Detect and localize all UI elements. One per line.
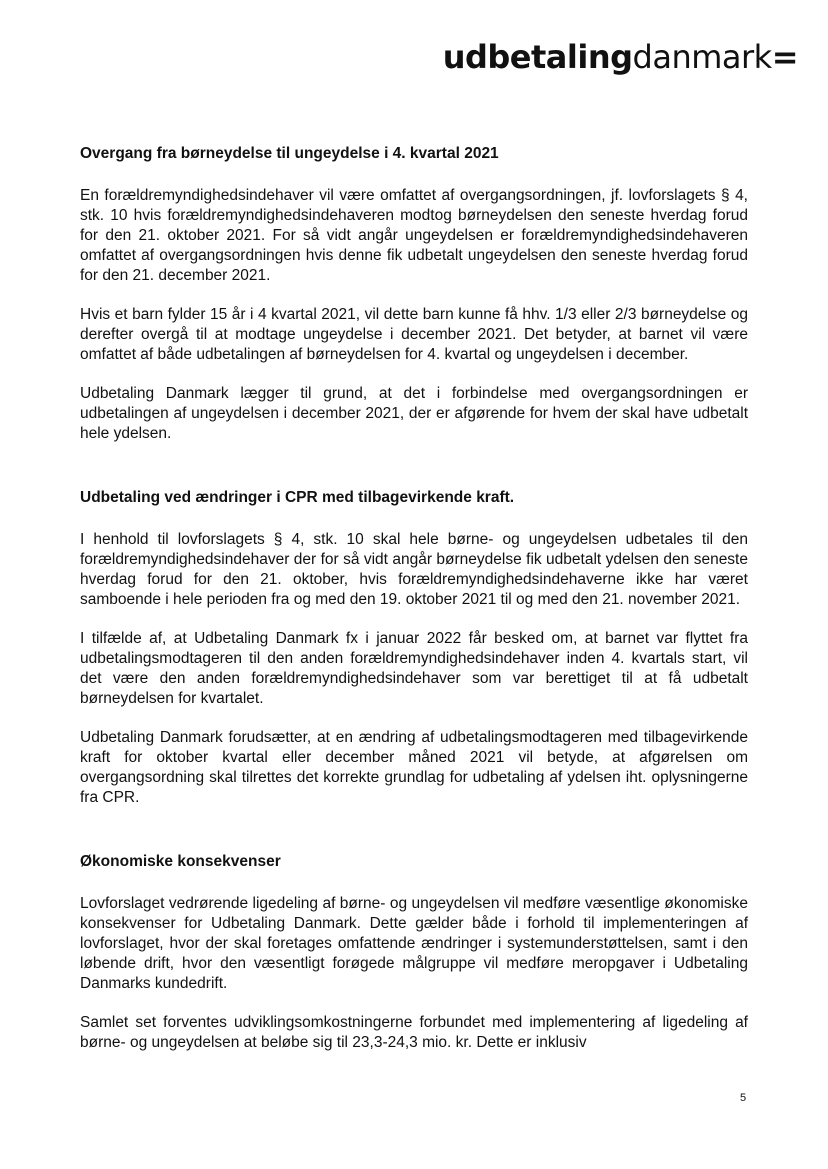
- paragraph: I henhold til lovforslagets § 4, stk. 10 skal hele børne- og ungeydelsen udbetales til den forældremyndighedsindehaver der for så vidt angår børneydelse fik udbetalt ydelsen den seneste hverdag forud for den 21. oktober, hvis forældremyndighedsindehaverne ikke har været samboende i hele perioden fra og med den 19. oktober 2021 til og med den 21. november 2021.: [80, 531, 748, 608]
- logo-bold-text: udbetaling: [442, 38, 633, 76]
- section-oekonomiske-konsekvenser: [80, 852, 748, 1053]
- paragraph: Udbetaling Danmark forudsætter, at en ændring af udbetalingsmodtageren med tilbagevirkende kraft for oktober kvartal eller december måned 2021 vil betyde, at afgørelsen om overgangsordning skal tilrettes det korrekte grundlag for udbetaling af ydelsen iht. oplysningerne fra CPR.: [80, 729, 748, 806]
- logo-light-text: danmark: [632, 38, 772, 76]
- page-number: 5: [740, 1092, 747, 1104]
- paragraph: Lovforslaget vedrørende ligedeling af børne- og ungeydelsen vil medføre væsentlige økonomiske konsekvenser for Udbetaling Danmark. Dette gælder både i forhold til implementeringen af lovforslaget, hvor der skal foretages omfattende ændringer i systemunderstøttelsen, samt i den løbende drift, hvor den væsentligt forøgede målgruppe vil medføre meropgaver i Udbetaling Danmarks kundedrift.: [80, 895, 748, 992]
- section-overgang: [80, 144, 748, 444]
- section-heading: Økonomiske konsekvenser: [80, 853, 281, 870]
- logo-mark: =: [771, 38, 798, 76]
- section-heading: Overgang fra børneydelse til ungeydelse i 4. kvartal 2021: [80, 145, 499, 162]
- document-body: [80, 144, 748, 1072]
- section-heading: Udbetaling ved ændringer i CPR med tilbagevirkende kraft.: [80, 489, 515, 506]
- paragraph: En forældremyndighedsindehaver vil være omfattet af overgangsordningen, jf. lovforslagets § 4, stk. 10 hvis forældremyndighedsindehaveren modtog børneydelsen den seneste hverdag forud for den 21. oktober 2021. For så vidt angår ungeydelsen er forældremyndighedsindehaveren omfattet af overgangsordningen hvis denne fik udbetalt ungeydelsen den seneste hverdag forud for den 21. december 2021.: [80, 187, 748, 284]
- paragraph: Udbetaling Danmark lægger til grund, at det i forbindelse med overgangsordningen er udbetalingen af ungeydelsen i december 2021, der er afgørende for hvem der skal have udbetalt hele ydelsen.: [80, 385, 748, 442]
- paragraph: Samlet set forventes udviklingsomkostningerne forbundet med implementering af ligedeling af børne- og ungeydelsen at beløbe sig til 23,3-24,3 mio. kr. Dette er inklusiv: [80, 1014, 748, 1051]
- paragraph: I tilfælde af, at Udbetaling Danmark fx i januar 2022 får besked om, at barnet var flyttet fra udbetalingsmodtageren til den anden forældremyndighedsindehaver inden 4. kvartals start, vil det være den anden forældremyndighedsindehaver som var berettiget til at få udbetalt børneydelsen for kvartalet.: [80, 630, 748, 707]
- paragraph: Hvis et barn fylder 15 år i 4 kvartal 2021, vil dette barn kunne få hhv. 1/3 eller 2/3 børneydelse og derefter overgå til at modtage ungeydelse i december 2021. Det betyder, at barnet vil være omfattet af både udbetalingen af børneydelsen for 4. kvartal og ungeydelsen i december.: [80, 306, 748, 363]
- section-cpr-aendringer: [80, 488, 748, 808]
- udbetaling-danmark-logo: [443, 38, 798, 76]
